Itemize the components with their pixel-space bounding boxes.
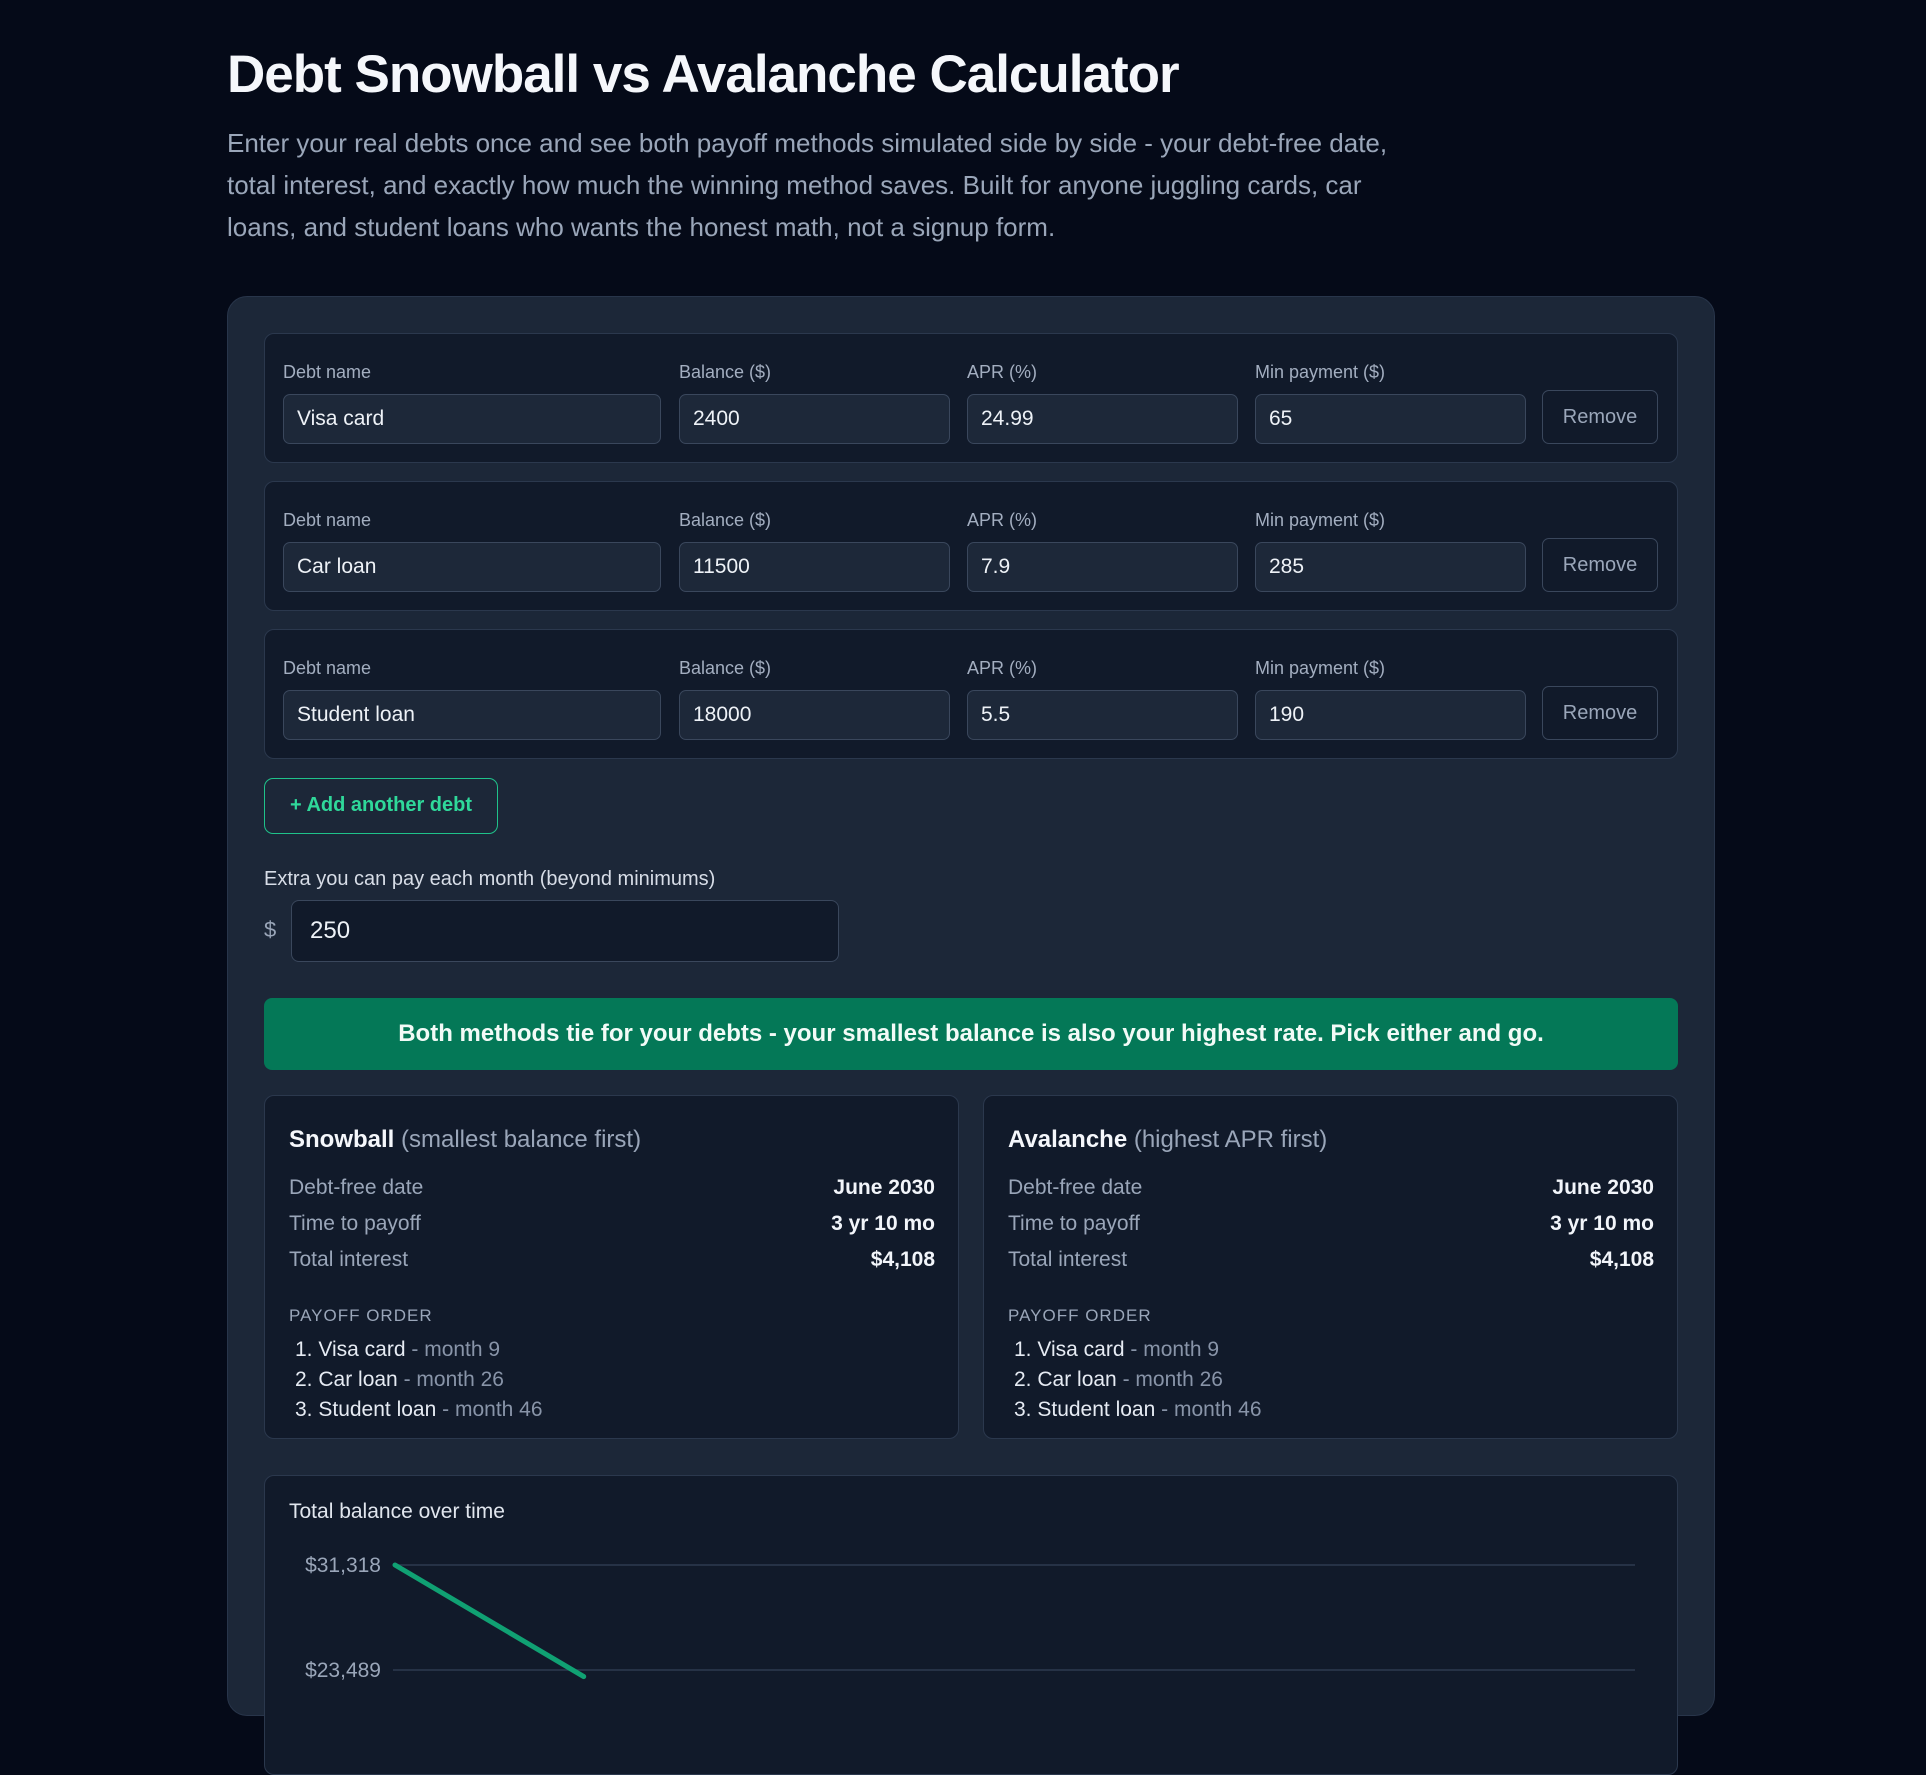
stat-value: $4,108 (1589, 1248, 1654, 1271)
apr-input[interactable]: 7.9 (967, 542, 1238, 592)
order-month: - month 46 (1161, 1398, 1262, 1421)
order-num: 1. (1014, 1338, 1032, 1361)
method-name: Snowball (289, 1126, 395, 1153)
payoff-order-item (295, 1398, 543, 1422)
stat-label: Debt-free date (1008, 1176, 1143, 1199)
result-banner: Both methods tie for your debts - your smallest balance is also your highest rate. Pick either and go. (264, 998, 1678, 1070)
payoff-order-item (295, 1338, 500, 1362)
debt-name-label: Debt name (283, 658, 372, 678)
stat-value: June 2030 (833, 1176, 935, 1199)
remove-debt-button[interactable]: Remove (1542, 390, 1658, 444)
balance-label: Balance ($) (679, 658, 772, 678)
calculator-panel (227, 296, 1715, 1716)
apr-label: APR (%) (967, 658, 1038, 678)
balance-series-line (395, 1565, 584, 1677)
stat-value: $4,108 (870, 1248, 935, 1271)
stat-value: 3 yr 10 mo (831, 1212, 935, 1235)
balance-label: Balance ($) (679, 510, 772, 530)
debt-row (264, 481, 1678, 611)
order-num: 2. (295, 1368, 313, 1391)
y-tick-label: $23,489 (305, 1659, 381, 1682)
order-name: Visa card (318, 1338, 406, 1361)
debt-name-label: Debt name (283, 510, 372, 530)
stat-label: Debt-free date (289, 1176, 424, 1199)
min-payment-input[interactable]: 285 (1255, 542, 1526, 592)
payoff-order-heading: PAYOFF ORDER (289, 1306, 433, 1325)
debt-row (264, 333, 1678, 463)
time-to-payoff-row (1008, 1212, 1654, 1242)
order-name: Car loan (1037, 1368, 1117, 1391)
apr-input[interactable]: 24.99 (967, 394, 1238, 444)
stat-label: Time to payoff (289, 1212, 421, 1235)
debt-row (264, 629, 1678, 759)
snowball-title (289, 1126, 641, 1154)
payoff-order-heading: PAYOFF ORDER (1008, 1306, 1152, 1325)
debt-name-label: Debt name (283, 362, 372, 382)
min-payment-label: Min payment ($) (1255, 658, 1386, 678)
min-payment-label: Min payment ($) (1255, 510, 1386, 530)
apr-input[interactable]: 5.5 (967, 690, 1238, 740)
y-tick-label: $31,318 (305, 1554, 381, 1577)
apr-label: APR (%) (967, 362, 1038, 382)
stat-label: Total interest (1008, 1248, 1128, 1271)
apr-label: APR (%) (967, 510, 1038, 530)
payoff-order-item (1014, 1338, 1219, 1362)
order-name: Student loan (318, 1398, 437, 1421)
avalanche-card (983, 1095, 1678, 1439)
debt-name-input[interactable]: Student loan (283, 690, 661, 740)
stat-value: 3 yr 10 mo (1550, 1212, 1654, 1235)
order-month: - month 26 (1122, 1368, 1223, 1391)
debt-name-input[interactable]: Visa card (283, 394, 661, 444)
total-interest-row (289, 1248, 935, 1278)
order-month: - month 9 (411, 1338, 501, 1361)
order-name: Student loan (1037, 1398, 1156, 1421)
debt-free-date-row (1008, 1176, 1654, 1206)
balance-input[interactable]: 18000 (679, 690, 950, 740)
debt-free-date-row (289, 1176, 935, 1206)
avalanche-title (1008, 1126, 1327, 1154)
order-num: 1. (295, 1338, 313, 1361)
time-to-payoff-row (289, 1212, 935, 1242)
order-month: - month 46 (442, 1398, 543, 1421)
method-name: Avalanche (1008, 1126, 1128, 1153)
min-payment-input[interactable]: 190 (1255, 690, 1526, 740)
order-month: - month 26 (403, 1368, 504, 1391)
debt-name-input[interactable]: Car loan (283, 542, 661, 592)
add-debt-button[interactable]: + Add another debt (264, 778, 498, 834)
page-intro: Enter your real debts once and see both payoff methods simulated side by side - your debt-free date, total interest, and exactly how much the winning method saves. Built for anyone juggling cards, car loans, and student loans who wants the honest math, not a signup form. (227, 128, 1388, 242)
order-num: 2. (1014, 1368, 1032, 1391)
min-payment-label: Min payment ($) (1255, 362, 1386, 382)
method-subtitle: (highest APR first) (1133, 1126, 1328, 1153)
stat-value: June 2030 (1552, 1176, 1654, 1199)
total-interest-row (1008, 1248, 1654, 1278)
payoff-order-item (1014, 1398, 1262, 1422)
extra-payment-label: Extra you can pay each month (beyond minimums) (264, 868, 716, 890)
order-num: 3. (1014, 1398, 1032, 1421)
method-subtitle: (smallest balance first) (401, 1126, 642, 1153)
remove-debt-button[interactable]: Remove (1542, 686, 1658, 740)
remove-debt-button[interactable]: Remove (1542, 538, 1658, 592)
balance-input[interactable]: 11500 (679, 542, 950, 592)
chart-title: Total balance over time (289, 1500, 505, 1523)
order-name: Car loan (318, 1368, 398, 1391)
balance-input[interactable]: 2400 (679, 394, 950, 444)
order-month: - month 9 (1130, 1338, 1220, 1361)
extra-payment-input[interactable]: 250 (291, 900, 839, 962)
min-payment-input[interactable]: 65 (1255, 394, 1526, 444)
snowball-card (264, 1095, 959, 1439)
order-num: 3. (295, 1398, 313, 1421)
payoff-order-item (1014, 1368, 1223, 1392)
order-name: Visa card (1037, 1338, 1125, 1361)
stat-label: Total interest (289, 1248, 409, 1271)
stat-label: Time to payoff (1008, 1212, 1140, 1235)
page-title: Debt Snowball vs Avalanche Calculator (227, 45, 1179, 104)
balance-chart (265, 1476, 1678, 1775)
currency-symbol: $ (264, 917, 277, 942)
balance-label: Balance ($) (679, 362, 772, 382)
payoff-order-item (295, 1368, 504, 1392)
balance-chart-card (264, 1475, 1678, 1775)
